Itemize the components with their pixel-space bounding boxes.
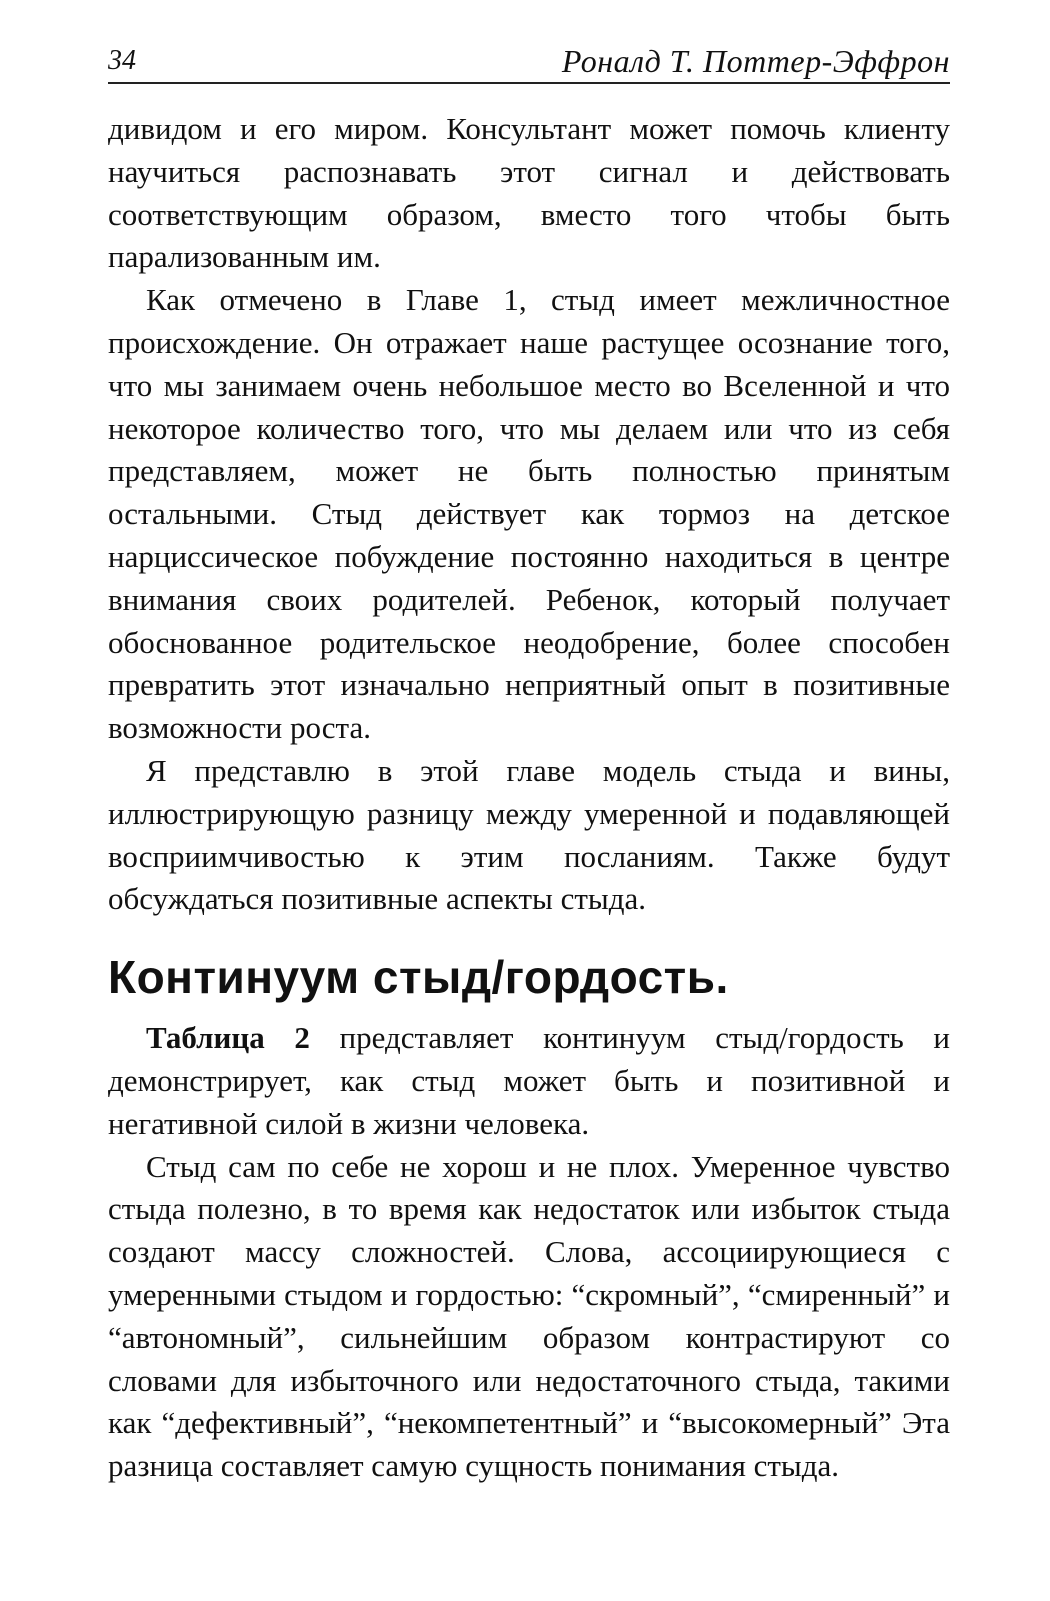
paragraph-3: Я представлю в этой главе модель стыда и вины, иллюстрирующую разницу между умеренной и подавляющей восприимчивостью к этим посланиям. Также будут обсуждаться позитивные аспекты стыда. bbox=[108, 752, 950, 917]
paragraph-4 bbox=[108, 1017, 950, 1145]
paragraph-5: Стыд сам по себе не хорош и не плох. Умеренное чувство стыда полезно, в то время как недостаток или избыток стыда создают массу сложностей. Слова, ассоциирующиеся с умеренными стыдом и гордостью: “скромный”, “смиренный” и “автономный”, сильнейшим образом контрастируют со словами для избыточного или недостаточного стыда, такими как “дефективный”, “некомпетентный” и “высокомерный” Эта разница составляет самую сущность понимания стыда. bbox=[108, 1148, 950, 1484]
paragraph-4-text: представляет континуум стыд/гордость и демонстрирует, как стыд может быть и позитивной и негативной силой в жизни человека. bbox=[108, 1020, 950, 1141]
paragraph-2: Как отмечено в Главе 1, стыд имеет межличностное происхождение. Он отражает наше растущее осознание того, что мы занимаем очень небольшое место во Вселенной и что некоторое количество того, что мы делаем или что из себя представляем, может не быть полностью принятым остальными. Стыд действует как тормоз на детское нарциссическое побуждение постоянно находиться в центре внимания своих родителей. Ребенок, который получает обоснованное родительское неодобрение, более способен превратить этот изначально неприятный опыт в позитивные возможности роста. bbox=[108, 282, 950, 746]
section-heading: Континуум стыд/гордость. bbox=[108, 951, 729, 1004]
body-text bbox=[108, 108, 950, 1488]
paragraph-1: дивидом и его миром. Консультант может помочь клиенту научиться распознавать этот сигнал и действовать соответствующим образом, вместо того чтобы быть парализованным им. bbox=[108, 111, 950, 275]
running-header bbox=[108, 44, 950, 84]
running-title: Роналд Т. Поттер-Эффрон bbox=[561, 43, 950, 79]
page-number: 34 bbox=[108, 45, 136, 76]
table-reference: Таблица 2 bbox=[146, 1020, 310, 1056]
